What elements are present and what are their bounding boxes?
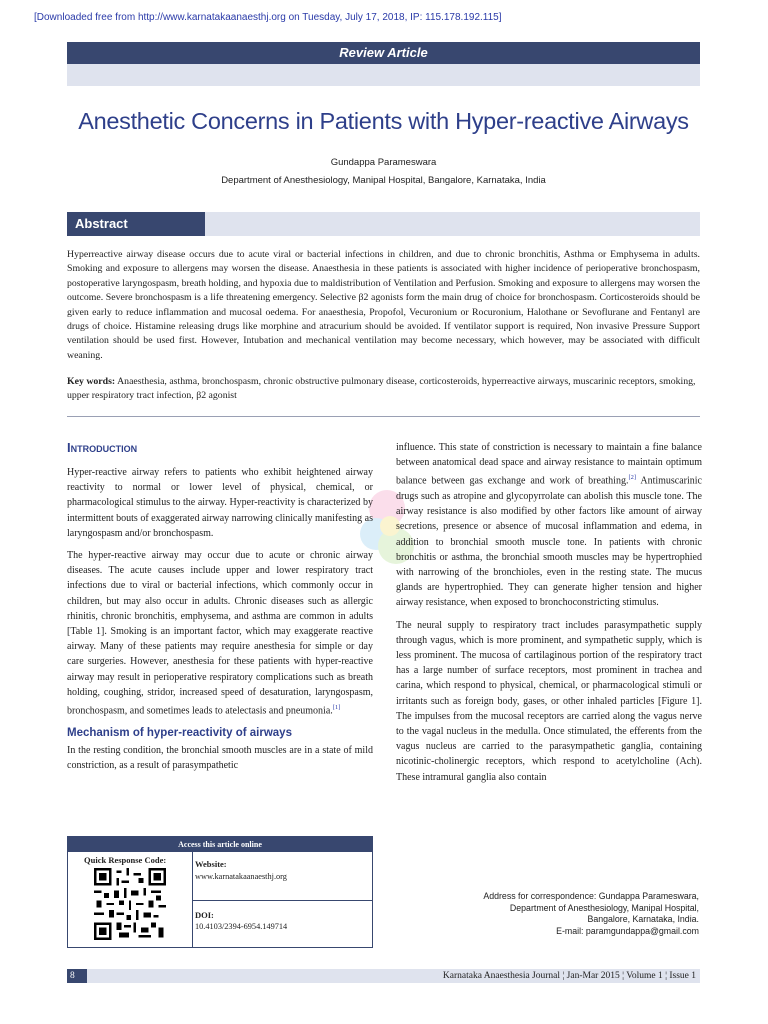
address-email[interactable]: E-mail: paramgundappa@gmail.com — [556, 926, 699, 937]
divider — [67, 416, 700, 417]
website-link[interactable]: www.karnatakaanaesthj.org — [195, 872, 287, 881]
mechanism-paragraph: In the resting condition, the bronchial smooth muscles are in a state of mild constriction, as a result of parasympathetic — [67, 744, 373, 771]
address-line-1: Address for correspondence: Gundappa Parameswara, — [483, 891, 699, 901]
right-paragraph-2: The neural supply to respiratory tract includes parasympathetic supply through vagus, which is more prominent, and sympathetic supply, which is less prominent. The mucosa of cartilaginous portion of the respiratory tract has a large number of surface receptors, most prominent in trachea and carina, which respond to physical, chemical, or pharmacological stimuli or irritants such as foreign body, gases, or other inhaled particles [Figure 1]. The impulses from the mucosal receptors are carried along the vagus nerve to the vagal nucleus in the medulla. Once stimulated, the efferents from the vagus nucleus are carried to the parasympathetic ganglia, containing nicotinic-cholinergic receptors, which respond to acetylcholine (Ach). These intramural ganglia also contain — [396, 619, 702, 783]
abstract-text: Hyperreactive airway disease occurs due to acute viral or bacterial infections in children, and due to chronic bronchitis, Asthma or Emphysema in adults. Smoking and exposure to allergens may worsen the disease. Anaesthesia in these patients is associated with higher incidence of perioperative bronchospasm, postoperative laryngospasm, breath holding, and hypoxia due to maldistribution of Ventilation and Perfusion. Smoking and exposure to allergens may worsen the outcome. Severe bronchospasm is a life threatening emergency. Selective β2 agonists form the main drug of choice for bronchospasm. Corticosteroids should be given early to reduce inflammation and mucosal oedema. For anaesthesia, Propofol, Vecuronium or Rocuronium, Halothane or Sevoflurane and Fentanyl are drugs of choice. Histamine releasing drugs like morphine and atracurium should be avoided. If ventilator support is required, Non invasive Pressure Support ventilation should be used first. However, Intubation and mechanical ventilation may become necessary, which however, may be associated with difficult weaning. — [67, 249, 700, 361]
access-info — [192, 852, 372, 948]
access-divider — [192, 900, 372, 901]
website-label: Website: — [195, 859, 227, 869]
page-number: 8 — [67, 969, 87, 983]
qr-cell — [68, 852, 193, 948]
page-footer — [67, 969, 700, 983]
access-article-box — [67, 836, 373, 948]
banner-underlay — [67, 64, 700, 86]
intro-paragraph-1: Hyper-reactive airway refers to patients who exhibit heightened airway reactivity to normal or lower level of physical, chemical, or pharmacological stimulus to the airway. Hyper-reactivity is characterized by intermittent bouts of exaggerated airway narrowing clinically manifesting as laryngospasm and/or bronchospasm. — [67, 467, 374, 539]
qr-label: Quick Response Code: — [84, 855, 167, 865]
reference-link[interactable]: [2] — [628, 474, 637, 482]
keywords-text: Anaesthesia, asthma, bronchospasm, chronic obstructive pulmonary disease, corticosteroids, hyperreactive airways, muscarinic receptors, smoking, upper respiratory tract infection, β2 agonist — [67, 376, 696, 402]
author-affiliation: Department of Anesthesiology, Manipal Hospital, Bangalore, Karnataka, India — [221, 175, 546, 186]
journal-citation: Karnataka Anaesthesia Journal ¦ Jan-Mar 2015 ¦ Volume 1 ¦ Issue 1 — [442, 971, 696, 981]
address-line-3: Bangalore, Karnataka, India. — [587, 914, 699, 925]
abstract-label: Abstract — [67, 212, 205, 236]
right-paragraph-1: influence. This state of constriction is necessary to maintain a fine balance between anatomical dead space and airway resistance to maintain optimum balance between gas exchange and work of breathing.[2] Antimuscarinic drugs such as atropine and glycopyrrolate can abolish this muscle tone. The airway resistance is also modified by other factors like amount of airway secretions, presence or absence of mucosal inflammation and edema, in addition to bronchial smooth muscle tone. In patients with chronic bronchitis or asthma, the bronchial smooth muscles may be hypertrophied with narrowing of the bronchioles, even in the resting state. The mucus glands are hypertrophied. They can generate higher tension and higher airway resistance, when exposed to bronchoconstricting stimulus. — [396, 442, 702, 609]
correspondence-address — [483, 891, 699, 938]
abstract-header — [67, 212, 700, 236]
download-note: [Downloaded free from http://www.karnatakaanaesthj.org on Tuesday, July 17, 2018, IP: 115.178.192.115] — [34, 12, 502, 23]
left-column — [67, 440, 373, 780]
keywords — [67, 375, 700, 404]
intro-paragraph-2: The hyper-reactive airway may occur due to acute or chronic airway diseases. The acute causes include upper and lower respiratory tract infections due to viral or bacterial infections, which commonly occur in children, but may also occur in adults. Chronic diseases such as allergic rhinitis, chronic bronchitis, emphysema, and asthma are common in adults [Table 1]. Smoking is an important factor, which may exaggerate reactive airway. Many of these patients may require anesthesia for simple or day care surgeries. However, anesthesia for these patients with hyper-reactive airway may result in perioperative respiratory complications such as breath holding, coughing, stridor, increased speed of desaturation, laryngospasm, bronchospasm, and sometimes leads to atelectasis and pneumonia.[1] — [67, 550, 373, 717]
right-column — [396, 440, 702, 792]
address-line-2: Department of Anesthesiology, Manipal Hospital, — [509, 902, 699, 913]
access-header: Access this article online — [68, 837, 372, 852]
introduction-heading: Introduction — [67, 440, 138, 455]
reference-link[interactable]: [1] — [332, 704, 341, 712]
section-type-banner: Review Article — [67, 42, 700, 64]
doi-label: DOI: — [195, 910, 214, 920]
author-name: Gundappa Parameswara — [330, 157, 437, 168]
qr-code-icon — [94, 868, 166, 940]
mechanism-heading: Mechanism of hyper-reactivity of airways — [67, 726, 292, 739]
keywords-label: Key words: — [67, 376, 116, 387]
article-title: Anesthetic Concerns in Patients with Hyper-reactive Airways — [78, 108, 689, 134]
doi-link[interactable]: 10.4103/2394-6954.149714 — [195, 922, 288, 931]
